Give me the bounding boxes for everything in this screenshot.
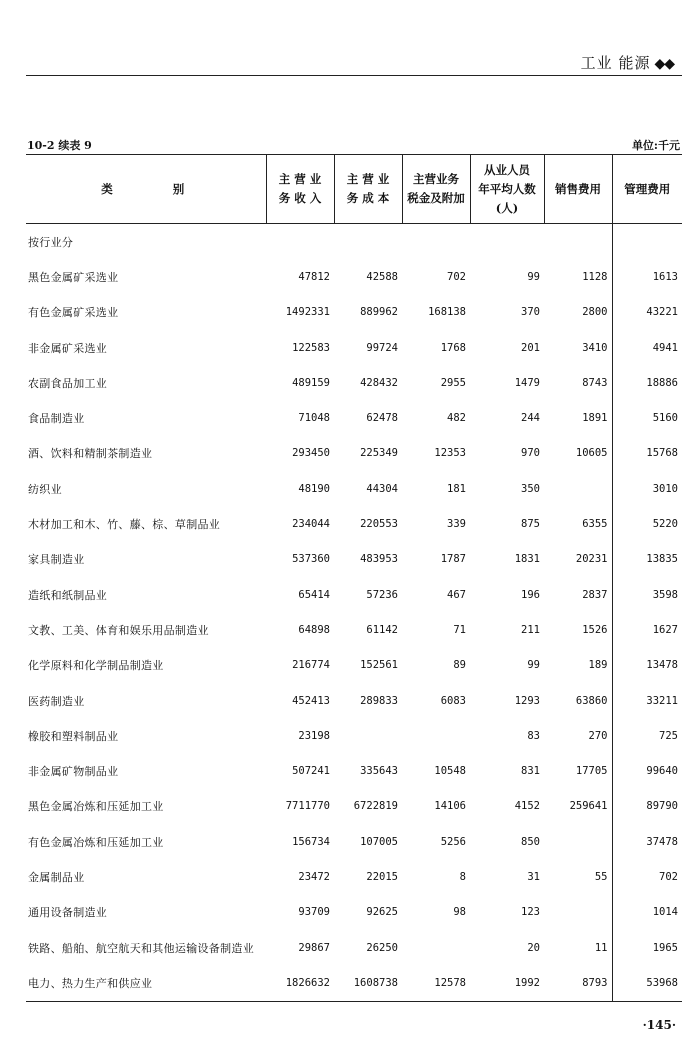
row-category: 纺织业 (28, 482, 62, 496)
cell-tax: 339 (447, 518, 466, 531)
cell-management-expense: 4941 (612, 330, 682, 365)
cell-management-expense: 13835 (612, 542, 682, 577)
cell-tax: 12578 (402, 965, 470, 1001)
col-cost-line: 务 成 本 (346, 191, 390, 205)
cell-employees (470, 224, 544, 260)
cell-sales-expense: 8743 (582, 376, 608, 389)
row-category: 木材加工和木、竹、藤、棕、草制品业 (28, 518, 221, 532)
cell-cost: 220553 (360, 518, 398, 531)
row-category: 有色金属矿采选业 (28, 306, 119, 320)
row-category: 黑色金属矿采选业 (28, 270, 119, 284)
cell-tax: 482 (447, 412, 466, 425)
col-revenue-line: 务 收 入 (278, 191, 322, 205)
cell-cost: 42588 (366, 270, 398, 283)
cell-tax: 181 (447, 482, 466, 495)
row-category: 化学原料和化学制品制造业 (28, 659, 164, 673)
cell-sales-expense: 259641 (569, 800, 608, 813)
cell-tax: 467 (447, 588, 466, 601)
table-row (26, 789, 682, 824)
row-category: 通用设备制造业 (28, 906, 108, 920)
cell-cost: 57236 (366, 588, 398, 601)
col-tax-line: 税金及附加 (407, 191, 465, 205)
table-row (26, 648, 682, 683)
diamond-icon: ◆◆ (654, 56, 674, 72)
cell-employees: 1293 (514, 694, 540, 707)
cell-employees: 196 (521, 588, 540, 601)
cell-tax: 98 (453, 906, 466, 919)
cell-revenue (266, 224, 334, 260)
page-number: ·145· (642, 1018, 676, 1032)
cell-cost: 225349 (360, 447, 398, 460)
table-row (26, 718, 682, 753)
table-row (26, 577, 682, 612)
cell-cost: 335643 (360, 765, 398, 778)
cell-revenue: 489159 (292, 376, 330, 389)
cell-revenue: 23472 (298, 870, 330, 883)
cell-tax: 1787 (440, 553, 466, 566)
row-category: 农副食品加工业 (28, 376, 108, 390)
cell-revenue: 47812 (298, 270, 330, 283)
cell-cost: 26250 (366, 941, 398, 954)
table-row (26, 224, 682, 260)
cell-management-expense: 43221 (612, 295, 682, 330)
cell-revenue: 293450 (292, 447, 330, 460)
table-row (26, 436, 682, 471)
row-category: 造纸和纸制品业 (28, 588, 108, 602)
cell-employees: 211 (521, 623, 540, 636)
cell-sales-expense: 63860 (575, 694, 608, 707)
table-row (26, 295, 682, 330)
cell-employees: 1479 (514, 376, 540, 389)
cell-sales-expense (544, 895, 612, 930)
cell-management-expense: 1014 (612, 895, 682, 930)
cell-cost (334, 224, 402, 260)
cell-revenue: 64898 (298, 623, 330, 636)
table-row (26, 506, 682, 541)
cell-sales-expense: 10605 (575, 447, 608, 460)
row-category: 按行业分 (28, 235, 74, 249)
cell-management-expense: 3598 (612, 577, 682, 612)
cell-revenue: 7711770 (285, 800, 330, 813)
col-employees-line: 从业人员 (484, 162, 530, 177)
row-category: 医药制造业 (28, 694, 85, 708)
cell-tax: 71 (453, 623, 466, 636)
cell-employees: 370 (521, 306, 540, 319)
cell-revenue: 122583 (292, 341, 330, 354)
cell-sales-expense (544, 824, 612, 859)
cell-sales-expense: 3410 (582, 341, 608, 354)
table-header-row (26, 155, 682, 224)
cell-employees: 1992 (470, 965, 544, 1001)
col-category: 类 别 (26, 155, 266, 224)
cell-management-expense: 15768 (612, 436, 682, 471)
cell-sales-expense: 17705 (575, 765, 608, 778)
unit-label: 单位:千元 (631, 139, 680, 152)
cell-revenue: 507241 (292, 765, 330, 778)
cell-employees: 99 (527, 659, 540, 672)
table-row (26, 895, 682, 930)
cell-sales-expense: 1891 (582, 412, 608, 425)
table-row (26, 259, 682, 294)
cell-tax: 10548 (434, 765, 466, 778)
cell-cost: 6722819 (353, 800, 398, 813)
header-rule (26, 75, 682, 76)
cell-cost: 22015 (366, 870, 398, 883)
cell-employees: 201 (521, 341, 540, 354)
cell-cost: 92625 (366, 906, 398, 919)
cell-cost: 152561 (360, 659, 398, 672)
row-category: 橡胶和塑料制品业 (28, 729, 119, 743)
table-row (26, 683, 682, 718)
cell-employees: 850 (521, 835, 540, 848)
cell-management-expense: 3010 (612, 471, 682, 506)
cell-employees: 4152 (514, 800, 540, 813)
row-category: 酒、饮料和精制茶制造业 (28, 447, 153, 461)
cell-employees: 1831 (514, 553, 540, 566)
col-tax (402, 155, 470, 224)
col-revenue-line: 主 营 业 (278, 172, 322, 186)
row-category: 金属制品业 (28, 870, 85, 884)
cell-sales-expense: 1128 (582, 270, 608, 283)
table-row (26, 400, 682, 435)
cell-cost: 428432 (360, 376, 398, 389)
cell-revenue: 65414 (298, 588, 330, 601)
cell-employees: 875 (521, 518, 540, 531)
cell-employees: 970 (521, 447, 540, 460)
cell-sales-expense: 2800 (582, 306, 608, 319)
table-row (26, 753, 682, 788)
cell-revenue: 29867 (298, 941, 330, 954)
cell-tax (402, 718, 470, 753)
cell-cost (334, 718, 402, 753)
table-row (26, 930, 682, 965)
cell-sales-expense: 20231 (575, 553, 608, 566)
cell-revenue: 156734 (292, 835, 330, 848)
cell-revenue: 48190 (298, 482, 330, 495)
cell-tax: 14106 (434, 800, 466, 813)
cell-tax: 8 (459, 870, 466, 883)
row-category: 食品制造业 (28, 412, 85, 426)
cell-tax (402, 224, 470, 260)
cell-cost: 61142 (366, 623, 398, 636)
cell-employees: 99 (527, 270, 540, 283)
table-row (26, 859, 682, 894)
cell-cost: 44304 (366, 482, 398, 495)
cell-cost: 483953 (360, 553, 398, 566)
col-revenue (266, 155, 334, 224)
cell-cost: 62478 (366, 412, 398, 425)
table-row (26, 612, 682, 647)
cell-tax: 168138 (428, 306, 466, 319)
table-body (26, 224, 682, 1002)
table-row (26, 330, 682, 365)
section-title-text: 工业 能源 (580, 54, 651, 72)
cell-tax: 1768 (440, 341, 466, 354)
cell-employees: 350 (521, 482, 540, 495)
row-category: 黑色金属冶炼和压延加工业 (28, 800, 164, 814)
table-row (26, 542, 682, 577)
row-category: 铁路、船舶、航空航天和其他运输设备制造业 (28, 941, 254, 955)
section-title (581, 52, 674, 73)
cell-employees: 31 (527, 870, 540, 883)
cell-management-expense: 53968 (612, 965, 682, 1001)
col-employees-line: (人) (495, 200, 519, 215)
cell-sales-expense: 2837 (582, 588, 608, 601)
col-cost-line: 主 营 业 (346, 172, 390, 186)
cell-revenue: 93709 (298, 906, 330, 919)
cell-tax: 5256 (440, 835, 466, 848)
row-category: 非金属矿物制品业 (28, 765, 119, 779)
cell-sales-expense (544, 224, 612, 260)
cell-revenue: 234044 (292, 518, 330, 531)
cell-sales-expense: 270 (588, 729, 608, 742)
cell-management-expense: 5160 (612, 400, 682, 435)
cell-revenue: 216774 (292, 659, 330, 672)
cell-sales-expense: 8793 (544, 965, 612, 1001)
cell-management-expense: 702 (612, 859, 682, 894)
cell-revenue: 1492331 (285, 306, 330, 319)
cell-sales-expense: 6355 (582, 518, 608, 531)
cell-sales-expense: 189 (588, 659, 608, 672)
cell-cost: 107005 (360, 835, 398, 848)
col-sales-expense: 销售费用 (544, 155, 612, 224)
cell-employees: 244 (521, 412, 540, 425)
cell-management-expense: 99640 (612, 753, 682, 788)
cell-management-expense: 13478 (612, 648, 682, 683)
cell-employees: 831 (521, 765, 540, 778)
industry-finance-table (26, 154, 682, 1002)
cell-management-expense: 725 (612, 718, 682, 753)
cell-employees: 83 (527, 729, 540, 742)
cell-cost: 889962 (360, 306, 398, 319)
cell-sales-expense: 55 (594, 870, 608, 883)
cell-tax: 89 (453, 659, 466, 672)
cell-management-expense: 1613 (612, 259, 682, 294)
row-category: 家具制造业 (28, 553, 85, 567)
cell-revenue: 1826632 (266, 965, 334, 1001)
col-employees (470, 155, 544, 224)
cell-tax: 702 (447, 270, 466, 283)
table-row (26, 471, 682, 506)
cell-tax: 12353 (434, 447, 466, 460)
row-category: 文教、工美、体育和娱乐用品制造业 (28, 623, 209, 637)
cell-tax: 2955 (440, 376, 466, 389)
cell-cost: 1608738 (334, 965, 402, 1001)
cell-revenue: 23198 (298, 729, 330, 742)
cell-cost: 289833 (360, 694, 398, 707)
table-id: 10-2 续表 9 (27, 139, 92, 152)
cell-management-expense: 18886 (612, 365, 682, 400)
cell-sales-expense: 1526 (582, 623, 608, 636)
table-row (26, 824, 682, 859)
cell-management-expense (612, 224, 682, 260)
cell-management-expense: 89790 (612, 789, 682, 824)
row-category: 非金属矿采选业 (28, 341, 108, 355)
cell-management-expense: 5220 (612, 506, 682, 541)
cell-management-expense: 37478 (612, 824, 682, 859)
cell-tax (402, 930, 470, 965)
cell-employees: 20 (527, 941, 540, 954)
cell-sales-expense (544, 471, 612, 506)
cell-management-expense: 1627 (612, 612, 682, 647)
col-cost (334, 155, 402, 224)
cell-revenue: 452413 (292, 694, 330, 707)
cell-sales-expense: 11 (594, 941, 608, 954)
cell-management-expense: 33211 (612, 683, 682, 718)
cell-revenue: 71048 (298, 412, 330, 425)
cell-cost: 99724 (366, 341, 398, 354)
row-category: 电力、热力生产和供应业 (26, 965, 266, 1001)
cell-revenue: 537360 (292, 553, 330, 566)
row-category: 有色金属冶炼和压延加工业 (28, 835, 164, 849)
col-management-expense: 管理费用 (612, 155, 682, 224)
col-employees-line: 年平均人数 (478, 181, 536, 196)
cell-employees: 123 (521, 906, 540, 919)
cell-tax: 6083 (440, 694, 466, 707)
col-tax-line: 主营业务 (413, 172, 459, 186)
table-row (26, 965, 682, 1001)
cell-management-expense: 1965 (612, 930, 682, 965)
table-row (26, 365, 682, 400)
